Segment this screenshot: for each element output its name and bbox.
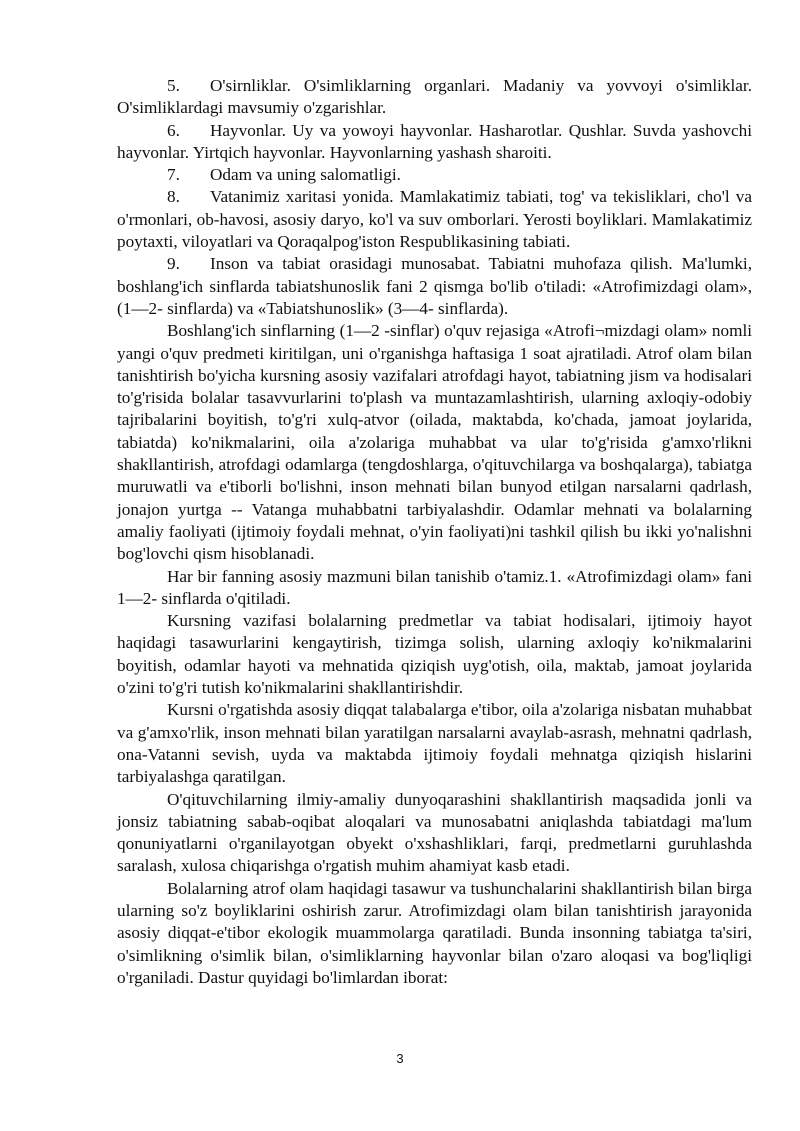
list-item-5: [117, 75, 752, 120]
list-number: 5.: [167, 76, 180, 95]
body-paragraph: O'qituvchilarning ilmiy-amaliy dunyoqarashini shakllantirish maqsadida jonli va jonsiz tabiatning sabab-oqibat aloqalari va munosabatni aniqlashda tabiatdagi ma'lum qonuniyatlarni o'rganilayotgan obyekt o'xshashliklari, farqi, predmetlarni guruhlashda saralash, xulosa chiqarishga o'rgatish muhim ahamiyat kasb etadi.: [117, 789, 752, 876]
list-item-text: O'sirnliklar. O'simliklarning organlari. Madaniy va yovvoyi o'simliklar. O'simliklardagi mavsumiy o'zgarishlar.: [117, 76, 752, 118]
list-number: 6.: [167, 120, 180, 140]
body-paragraph: Bolalarning atrof olam haqidagi tasawur va tushunchalarini shakllantirish bilan birga ularning so'z boyliklarini oshirish zarur. Atrofimizdagi olam bilan tanishtirish jarayonida asosiy diqqat-e'tibor ekologik muammolarga qaratiladi. Bunda insonning tabiatga ta'siri, o'simlikning o'simlik bilan, o'simliklarning hayvonlar bilan o'zaro aloqasi va bog'liqligi o'rganiladi. Dastur quyidagi bo'limlardan iborat:: [117, 878, 752, 987]
list-item-6: [117, 120, 752, 165]
list-number: 7.: [167, 165, 180, 185]
page-number: 3: [396, 1051, 404, 1066]
body-paragraph: Boshlang'ich sinflarning (1—2 -sinflar) o'quv rejasiga «Atrofi¬mizdagi olam» nomli yangi o'quv predmeti kiritilgan, uni o'rganishga haftasiga 1 soat ajratiladi. Atrof olam bilan tanishtirish bo'yicha kursning asosiy vazifalari atrofdagi hayot, tabiatning jism va hodisalari to'g'risida bolalar tasavvurlarini to'plash va muntazamlashtirish, ularning axloqiy-odobiy tajribalarini boyitish, to'g'ri xulq-atvor (oilada, maktabda, ko'chada, jamoat joylarida, tabiatda) ko'nikmalarini, oila a'zolariga muhabbat va ular to'g'risida g'amxo'rlikni shakllantirish, atrofdagi odamlarga (tengdoshlarga, o'qituvchilarga va boshqalarga), tabiatga muruwatli va e'tiborli bo'lishni, inson mehnati bilan bunyod etilgan narsalarni qadrlash, jonajon yurtga -- Vatanga muhabbatni tarbiyalashdir. Odamlar mehnati va bolalarning amaliy faoliyati (ijtimoiy foydali mehnat, o'yin faoliyati)ni tashkil qilish bu ikki yo'nalishni bog'lovchi qism hisoblanadi.: [117, 321, 752, 564]
list-item-text: Hayvonlar. Uy va yowoyi hayvonlar. Hasharotlar. Qushlar. Suvda yashovchi hayvonlar. Yirtqich hayvonlar. Hayvonlarning yashash sharoiti.: [117, 120, 752, 162]
list-item-9: [117, 253, 752, 320]
list-item-text: Odam va uning salomatligi.: [210, 165, 401, 185]
list-item-text: Inson va tabiat orasidagi munosabat. Tabiatni muhofaza qilish. Ma'lumki, boshlang'ich sinflarda tabiatshunoslik fani 2 qismga bo'lib o'tiladi: «Atrofimizdagi olam», (1—2- sinflarda) va «Tabiatshunoslik» (3—4- sinflarda).: [117, 254, 752, 318]
list-number: 9.: [167, 254, 180, 274]
list-item-text: Vatanimiz xaritasi yonida. Mamlakatimiz tabiati, tog' va tekisliklari, cho'l va o'rmonlari, ob-havosi, asosiy daryo, ko'l va suv omborlari. Yerosti boyliklari. Mamlakatimiz poytaxti, viloyatlari va Qoraqalpog'iston Respublikasining tabiati.: [117, 187, 752, 252]
body-paragraph: Kursning vazifasi bolalarning predmetlar va tabiat hodisalari, ijtimoiy hayot haqidagi tasawurlarini kengaytirish, tizimga solish, ularning axloqiy ko'nikmalarini boyitish, odamlar hayoti va mehnatida qiziqish uyg'otish, oila, maktab, jamoat joylarida o'zini to'g'ri tutish ko'nikmalarini shakllantirishdir.: [117, 611, 752, 698]
body-paragraph: Har bir fanning asosiy mazmuni bilan tanishib o'tamiz.1. «Atrofimizdagi olam» fani 1—2- sinflarda o'qitiladi.: [117, 566, 752, 608]
list-item-8: [117, 186, 752, 253]
document-page: [117, 75, 752, 989]
list-item-7: [117, 164, 752, 186]
body-paragraph: Kursni o'rgatishda asosiy diqqat talabalarga e'tibor, oila a'zolariga nisbatan muhabbat va g'amxo'rlik, inson mehnati bilan yaratilgan narsalarni avaylab-asrash, mehnatni qadrlash, ona-Vatanni sevish, uyda va maktabda ijtimoiy foydali mehnatga qiziqish hislarini tarbiyalashga qaratilgan.: [117, 700, 752, 787]
list-number: 8.: [167, 187, 180, 207]
